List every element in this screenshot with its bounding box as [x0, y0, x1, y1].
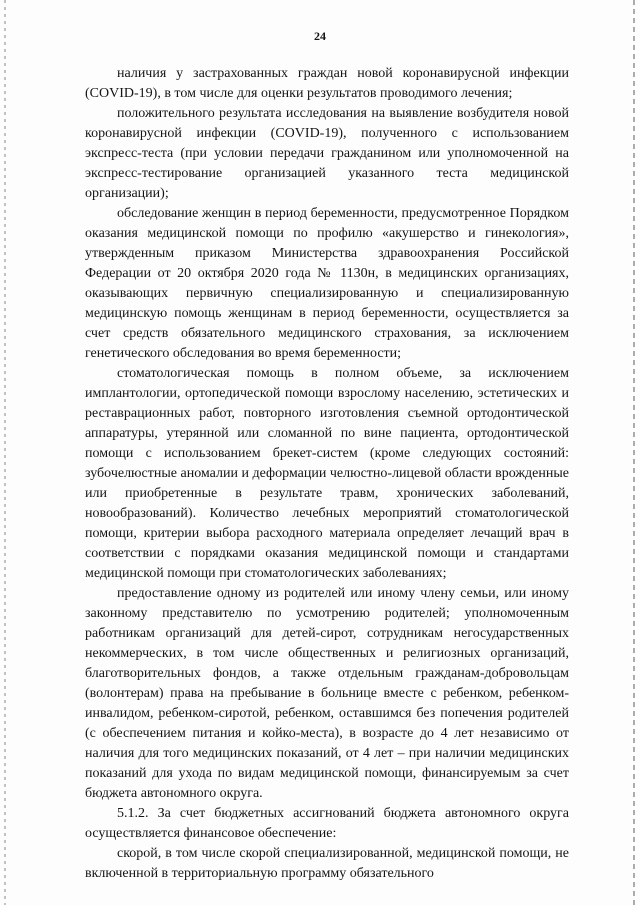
- paragraph-emergency-care: скорой, в том числе скорой специализированной, медицинской помощи, не включенной в территориальную программу обязательного: [85, 846, 569, 881]
- paragraph-hospital-stay: предоставление одному из родителей или иному члену семьи, или иному законному представителю по усмотрению родителей; уполномоченным работникам организаций для детей-сирот, сотрудникам негосударственных некоммерческих, в том числе общественных и религиозных организаций, благотворительных фондов, а также отдельным гражданам-добровольцам (волонтерам) права на пребывание в больнице вместе с ребенком, ребенком-инвалидом, ребенком-сиротой, ребенком, оставшимся без попечения родителей (с обеспечением питания и койко-места), в возрасте до 4 лет независимо от наличия для того медицинских показаний, от 4 лет – при наличии медицинских показаний для ухода по видам медицинской помощи, финансируемым за счет бюджета автономного округа.: [85, 586, 569, 801]
- paragraph-section-5-1-2: 5.1.2. За счет бюджетных ассигнований бюджета автономного округа осуществляется финансовое обеспечение:: [85, 806, 569, 841]
- paragraph-pregnancy-exam: обследование женщин в период беременности, предусмотренное Порядком оказания медицинской помощи по профилю «акушерство и гинекология», утвержденным приказом Министерства здравоохранения Российской Федерации от 20 октября 2020 года № 1130н, в медицинских организациях, оказывающих первичную специализированную и специализированную медицинскую помощь женщинам в период беременности, осуществляется за счет средств обязательного медицинского страхования, за исключением генетического обследования во время беременности;: [85, 206, 569, 361]
- paragraph-covid-treatment: наличия у застрахованных граждан новой коронавирусной инфекции (COVID-19), в том числе для оценки результатов проводимого лечения;: [85, 66, 569, 101]
- page-number: 24: [314, 29, 326, 43]
- paragraph-express-test: положительного результата исследования на выявление возбудителя новой коронавирусной инфекции (COVID-19), полученного с использованием экспресс-теста (при условии передачи гражданином или уполномоченной на экспресс-тестирование организацией указанного теста медицинской организации);: [85, 106, 569, 201]
- paragraph-dental-care: стоматологическая помощь в полном объеме, за исключением имплантологии, ортопедической помощи взрослому населению, эстетических и реставрационных работ, повторного изготовления съемной ортодонтической аппаратуры, утерянной или сломанной по вине пациента, ортодонтической помощи с использованием брекет-систем (кроме следующих состояний: зубочелюстные аномалии и деформации челюстно-лицевой области врожденные или приобретенные в результате травм, хронических заболеваний, новообразований). Количество лечебных мероприятий стоматологической помощи, критерии выбора расходного материала определяет лечащий врач в соответствии с порядками оказания медицинской помощи и стандартами медицинской помощи при стоматологических заболеваниях;: [85, 366, 569, 581]
- scan-edge-right: [633, 0, 635, 905]
- body-text: [85, 64, 569, 884]
- scan-edge-left: [4, 0, 6, 905]
